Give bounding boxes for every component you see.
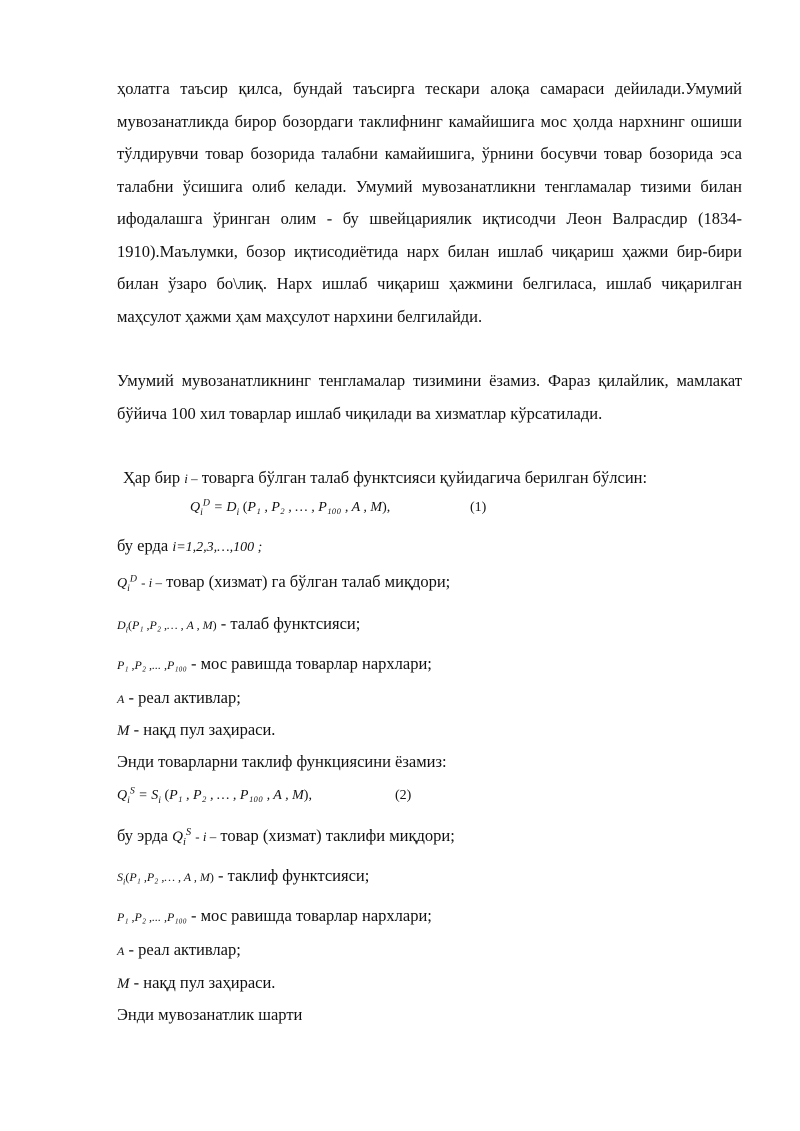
demand-intro-line — [123, 468, 647, 488]
where-line-2 — [117, 826, 455, 846]
where1-label: бу ерда — [117, 536, 169, 555]
eq1-tail: , — [386, 500, 391, 515]
where-line-1 — [117, 536, 262, 556]
where2-label: бу эрда — [117, 826, 168, 845]
where2-sub: i — [182, 837, 186, 848]
eq2-lhs-sup: S — [129, 785, 135, 797]
definition-money-1 — [117, 720, 275, 740]
def-a2-symbol: A — [117, 944, 125, 958]
def-p1-text: - мос равишда товарлар нархлари; — [190, 654, 432, 673]
eq1-lhs-sub: i — [200, 506, 203, 518]
def-d-args: P₁ ,P₂ ,… , A , M — [132, 618, 213, 632]
def-d-text: - талаб функтсияси; — [220, 614, 361, 633]
where2-dash: - i – — [195, 829, 217, 844]
def-p2-symbol: P₁ ,P₂ ,... ,P₁₀₀ — [117, 910, 187, 924]
def-p2-text: - мос равишда товарлар нархлари; — [190, 906, 432, 925]
def-m2-symbol: M — [117, 976, 130, 992]
eq1-rhs: = D — [213, 500, 237, 515]
definition-money-2 — [117, 973, 275, 993]
equation-1: $Q_i^D = D_i$ (P₁ , P₂ , … , P₁₀₀ , A , M), (1) — [190, 497, 487, 518]
equation-1-number: (1) — [470, 500, 487, 515]
eq1-lhs: Q — [190, 500, 201, 515]
def-qd-sup: D — [129, 573, 137, 585]
definition-demand-function: $D_i(P_1$ ,P₂ ,… , A , M) - талаб функтсияси; — [117, 614, 361, 635]
eq2-lhs: Q — [117, 788, 128, 803]
def-a2-text: - реал активлар; — [128, 940, 241, 959]
eq1-lhs-sup: D — [202, 497, 210, 509]
demand-intro-before: Ҳар бир — [123, 468, 181, 487]
def-d-sub: i — [125, 625, 128, 635]
definition-supply-function: $S_i(P_1$ ,P₂ ,… , A , M) - таклиф функтсияси; — [117, 866, 370, 887]
eq2-args: P₁ , P₂ , … , P₁₀₀ , A , M — [169, 788, 304, 803]
where1-expr: i=1,2,3,…,100 ; — [172, 540, 263, 555]
definition-prices-2 — [117, 906, 432, 926]
demand-intro-var: i – — [184, 471, 198, 486]
def-a1-symbol: A — [117, 692, 125, 706]
def-qd-dash: - i – — [141, 575, 163, 590]
def-p1-symbol: P₁ ,P₂ ,... ,P₁₀₀ — [117, 658, 187, 672]
eq2-rhs: = S — [138, 788, 159, 803]
def-m1-symbol: M — [117, 723, 130, 739]
def-m1-text: - нақд пул заҳираси. — [133, 720, 276, 739]
def-a1-text: - реал активлар; — [128, 688, 241, 707]
def-s-text: - таклиф функтсияси; — [218, 866, 370, 885]
definition-demand-quantity — [117, 572, 450, 592]
where2-symbol: Q — [172, 829, 183, 845]
where2-text: товар (хизмат) таклифи миқдори; — [220, 826, 455, 845]
equation-2: $Q_i^S = S_i$ (P₁ , P₂ , … , P₁₀₀ , A , M), (2) — [117, 785, 412, 806]
where2-sup: S — [185, 827, 192, 838]
eq1-rhs-sub: i — [236, 506, 240, 518]
equation-2-number: (2) — [395, 788, 412, 803]
def-s-symbol: S — [117, 870, 123, 884]
def-qd-text: товар (хизмат) га бўлган талаб миқдори; — [166, 572, 451, 591]
def-d-symbol: D — [117, 618, 126, 632]
definition-prices-1 — [117, 654, 432, 674]
demand-intro-after: товарга бўлган талаб функтсияси қуйидагича берилган бўлсин: — [201, 468, 648, 487]
def-qd-symbol: Q — [117, 576, 128, 591]
paragraph-equilibrium-intro: ҳолатга таъсир қилса, бундай таъсирга тескари алоқа самараси дейилади.Умумий мувозанатликда бирор бозордаги таклифнинг камайишига мос ҳолда нархнинг ошиши тўлдирувчи товар бозорида талабни камайишига, ўрнини босувчи товар бозорида эса талабни ўсишига олиб келади. Умумий мувозанатликни тенгламалар тизими билан ифодалашга ўринган олим - бу швейцариялик иқтисодчи Леон Валрасдир (1834-1910).Маълумки, бозор иқтисодиётида нарх билан ишлаб чиқариш ҳажми бир-бири билан ўзаро бо\лиқ. Нарх ишлаб чиқариш ҳажмини белгиласа, ишлаб чиқарилган маҳсулот ҳажми ҳам маҳсулот нархини белгилайди. — [117, 79, 742, 326]
eq2-lhs-sub: i — [127, 794, 130, 806]
closing-line: Энди мувозанатлик шарти — [117, 1005, 303, 1024]
eq2-tail: , — [308, 788, 312, 803]
eq1-args: P₁ , P₂ , … , P₁₀₀ , A , M — [247, 500, 383, 515]
eq2-rhs-sub: i — [158, 794, 161, 806]
def-qd-sub: i — [127, 582, 130, 594]
def-m2-text: - нақд пул заҳираси. — [133, 973, 276, 992]
definition-assets-2 — [117, 940, 241, 960]
def-s-sub: i — [123, 877, 126, 887]
def-s-args: P₁ ,P₂ ,… , A , M — [129, 870, 210, 884]
paragraph-system-intro: Умумий мувозанатликнинг тенгламалар тизимини ёзамиз. Фараз қилайлик, мамлакат бўйича 100 хил товарлар ишлаб чиқилади ва хизматлар кўрсатилади. — [117, 371, 742, 423]
supply-intro-line: Энди товарларни таклиф функциясини ёзамиз: — [117, 752, 447, 771]
definition-assets-1 — [117, 688, 241, 708]
